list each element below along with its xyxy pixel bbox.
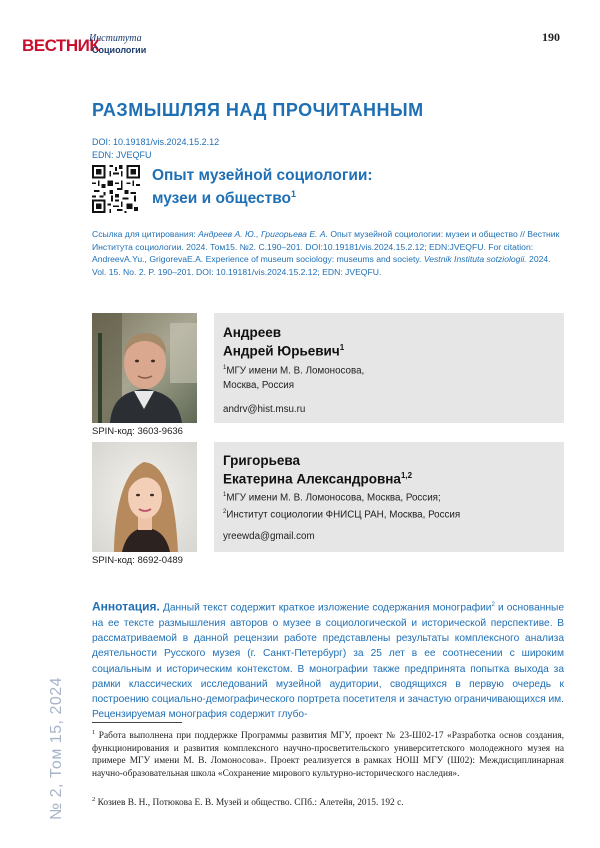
author-given-name-text: Андрей Юрьевич [223, 343, 340, 359]
footnote [92, 727, 564, 780]
footnote-ref-1[interactable]: 1 [291, 189, 297, 199]
author-name [223, 325, 344, 359]
author-photo [92, 442, 197, 552]
author-email[interactable]: yreewda@gmail.com [223, 531, 315, 542]
spin-code: SPIN-код: 3603-9636 [92, 426, 183, 437]
citation-block [92, 228, 562, 278]
affiliation-line: Москва, Россия [223, 380, 295, 392]
footnote-text: Козиев В. Н., Потюкова Е. В. Музей и общество. СПб.: Алетейя, 2015. 192 с. [95, 798, 404, 809]
article-title-line2 [152, 185, 373, 208]
section-title: РАЗМЫШЛЯЯ НАД ПРОЧИТАННЫМ [92, 100, 424, 120]
abstract-text-continued: и основанные на ее тексте размышления авторов о музее в социологической и исторической перспективе. В рассматриваемой в данной рецензии работе представлены результаты комплексного анализа деятельности Русского музея (г. Санкт-Петербург) за 25 лет в ее соотнесении с широким социальным и историческим контекстом. В монографии также предпринята попытка выхода за рамки классических исследований музейной аудитории, сводящихся в первую очередь к построению социально-демографического портрета посетителя и зачастую ограничивающихся им. Рецензируемая монография содержит глубо- [92, 602, 564, 721]
affiliation-line [223, 488, 460, 505]
doi-block [92, 136, 219, 162]
logo-sub-institute: Института [89, 33, 142, 44]
affiliation-line [223, 505, 460, 522]
spin-code: SPIN-код: 8692-0489 [92, 555, 183, 566]
citation-authors: Андреев А. Ю., Григорьева Е. А. [198, 229, 328, 239]
affil-sup: 2 [223, 509, 227, 516]
footnote-divider [92, 722, 182, 723]
author-photo [92, 313, 197, 423]
author-card [214, 442, 564, 552]
author-given-name-text: Екатерина Александровна [223, 471, 401, 487]
citation-body: Опыт музейной социологии: музеи и общество // Вестник Института социологии. 2024. Том15. №2. С.190–201. DOI:10.19181/vis.2024.15.2.12; EDN:JVEQFU. For citation: AndreevA.Yu., GrigorevaE.A. Experience of museum sociology: museums and society. [92, 229, 560, 264]
affil-text: МГУ имени М. В. Ломоносова, [226, 365, 365, 377]
affil-text: Институт социологии ФНИСЦ РАН, Москва, Россия [226, 509, 461, 521]
author-name [223, 453, 412, 487]
journal-logo [22, 30, 152, 60]
author-affil-ref: 1,2 [400, 471, 413, 480]
abstract [92, 598, 564, 723]
logo-main: ВЕСТНИК [22, 36, 100, 55]
author-portrait-female [92, 442, 197, 552]
author-given-name [223, 468, 412, 487]
author-given-name [223, 340, 344, 359]
abstract-text: Данный текст содержит краткое изложение содержания монографии [159, 602, 492, 614]
article-title-text: музеи и общество [152, 190, 292, 208]
footnote-number: 2 [92, 796, 96, 803]
author-email[interactable]: andrv@hist.msu.ru [223, 404, 306, 415]
author-surname: Григорьева [223, 453, 301, 468]
footnote [92, 794, 564, 810]
footnote-ref-2[interactable]: 2 [491, 602, 495, 608]
author-affiliation [223, 488, 460, 523]
footnote-number: 1 [92, 729, 96, 736]
author-portrait-male [92, 313, 197, 423]
article-title [152, 166, 373, 208]
affil-sup: 1 [223, 492, 227, 498]
citation-tail: 2024. Vol. 15. No. 2. P. 190–201. DOI: 10.19181/vis.2024.15.2.12; EDN: JVEQFU. [92, 254, 551, 277]
author-surname: Андреев [223, 325, 282, 340]
footnote-text: Работа выполнена при поддержке Программы развития МГУ, проект № 23-Ш02-17 «Разработка основ создания, функционирования и развития комплексного научно-просветительского университетского молодежного музея на примере МГУ имени М. В. Ломоносова». Проект реализуется в рамках НОШ МГУ (Ш02): Междисциплинарная научно-образовательная школа «Сохранение мирового культурно-исторического наследия». [92, 731, 564, 779]
author-card [214, 313, 564, 423]
affil-sup: 1 [223, 365, 227, 371]
affiliation-line [223, 361, 364, 378]
edn-text: EDN: JVEQFU [92, 150, 152, 160]
qr-code-icon [92, 165, 140, 213]
author-affil-ref: 1 [339, 343, 345, 352]
citation-journal-en: Vestnik Instituta sotziologii. [423, 254, 527, 264]
author-affiliation [223, 361, 364, 393]
logo-sub-sociology: Социологии [92, 45, 147, 55]
abstract-label: Аннотация. [92, 599, 160, 614]
doi-link[interactable]: DOI: 10.19181/vis.2024.15.2.12 [92, 137, 220, 147]
citation-prefix: Ссылка для цитирования: [92, 229, 199, 239]
issue-vertical-label: № 2, Том 15, 2024 [48, 676, 65, 820]
page-number: 190 [542, 30, 560, 44]
affil-text: МГУ имени М. В. Ломоносова, Москва, Россия; [226, 492, 441, 504]
article-title-line1: Опыт музейной социологии: [152, 167, 373, 184]
